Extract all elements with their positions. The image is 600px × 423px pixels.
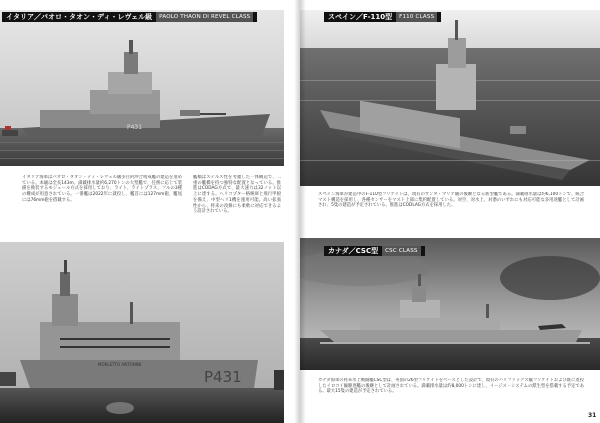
caption-canada-jp: カナダ／CSC型 <box>328 247 379 255</box>
ship-name-italy-bottom: MORLETTO ANTONINI <box>98 362 142 367</box>
body-text-italy-right: 艦橋はステルス性を考慮した一体構造で、二重の艦橋を持つ独特な配置となっている。推進はCODAG方式で、最大速力は32ノット以上に達する。ヘリコプター格納庫と飛行甲板を備え、中型ヘリ1機を運用可能。高い拡張性から、将来の改修にも柔軟に対応できるよう設計されている。 <box>193 175 281 215</box>
caption-italy <box>2 12 257 22</box>
photo-italy-ship-side <box>0 10 284 166</box>
hull-number-italy-top: P431 <box>127 124 143 131</box>
caption-spain-jp: スペイン／F-110型 <box>328 13 393 21</box>
caption-spain-en: F110 CLASS <box>396 12 437 22</box>
caption-italy-en: PAOLO THAON DI REVEL CLASS <box>156 12 253 22</box>
photo-italy-ship-bow <box>0 242 284 423</box>
photo-spain-frigate <box>300 10 600 186</box>
caption-canada <box>324 246 425 256</box>
page-fold-shadow <box>294 0 306 423</box>
body-text-italy-left: イタリア海軍はパオロ・タオン・ディ・レヴェル級多目的沖合哨戒艦の建造を進めている。本級は全長143m、満載排水量約6,270トンの大型艦で、任務に応じて装備を換装するモジュール方式を採用しており、ライト、ライトプラス、フルの3種の構成が用意されている。一番艦は2022年に就役し、艦首には127mm砲、艦尾には76mm砲を搭載する。 <box>22 175 182 203</box>
body-text-spain: スペイン海軍が建造中のF-110型フリゲイトは、現有のサンタ・マリア級の後継となる新型艦である。満載排水量は約6,100トンで、統合マスト構造を採用し、各種センサーをマスト上部に集約配置している。対空、対水上、対潜のいずれにも対応可能な多用途艦として計画され、5隻の建造が予定されている。推進はCODLAG方式を採用した。 <box>318 192 584 209</box>
body-text-canada: カナダ海軍の将来水上戦闘艦CSC型は、英国の26型フリゲイトをベースとした設計で、現有のハリファックス級フリゲイトおよび既に退役したイロコイ級駆逐艦の後継として計画されている。満載排水量は約8,000トンに達し、イージス・システムの派生型を搭載する予定である。最大15隻の建造が予定されている。 <box>318 378 584 395</box>
hull-number-italy-bottom: P431 <box>204 368 242 386</box>
caption-italy-jp: イタリア／パオロ・タオン・ディ・レヴェル級 <box>6 13 153 21</box>
photo-canada-frigate <box>300 238 600 370</box>
page-number: 31 <box>588 412 597 419</box>
caption-canada-en: CSC CLASS <box>382 246 421 256</box>
caption-spain <box>324 12 441 22</box>
